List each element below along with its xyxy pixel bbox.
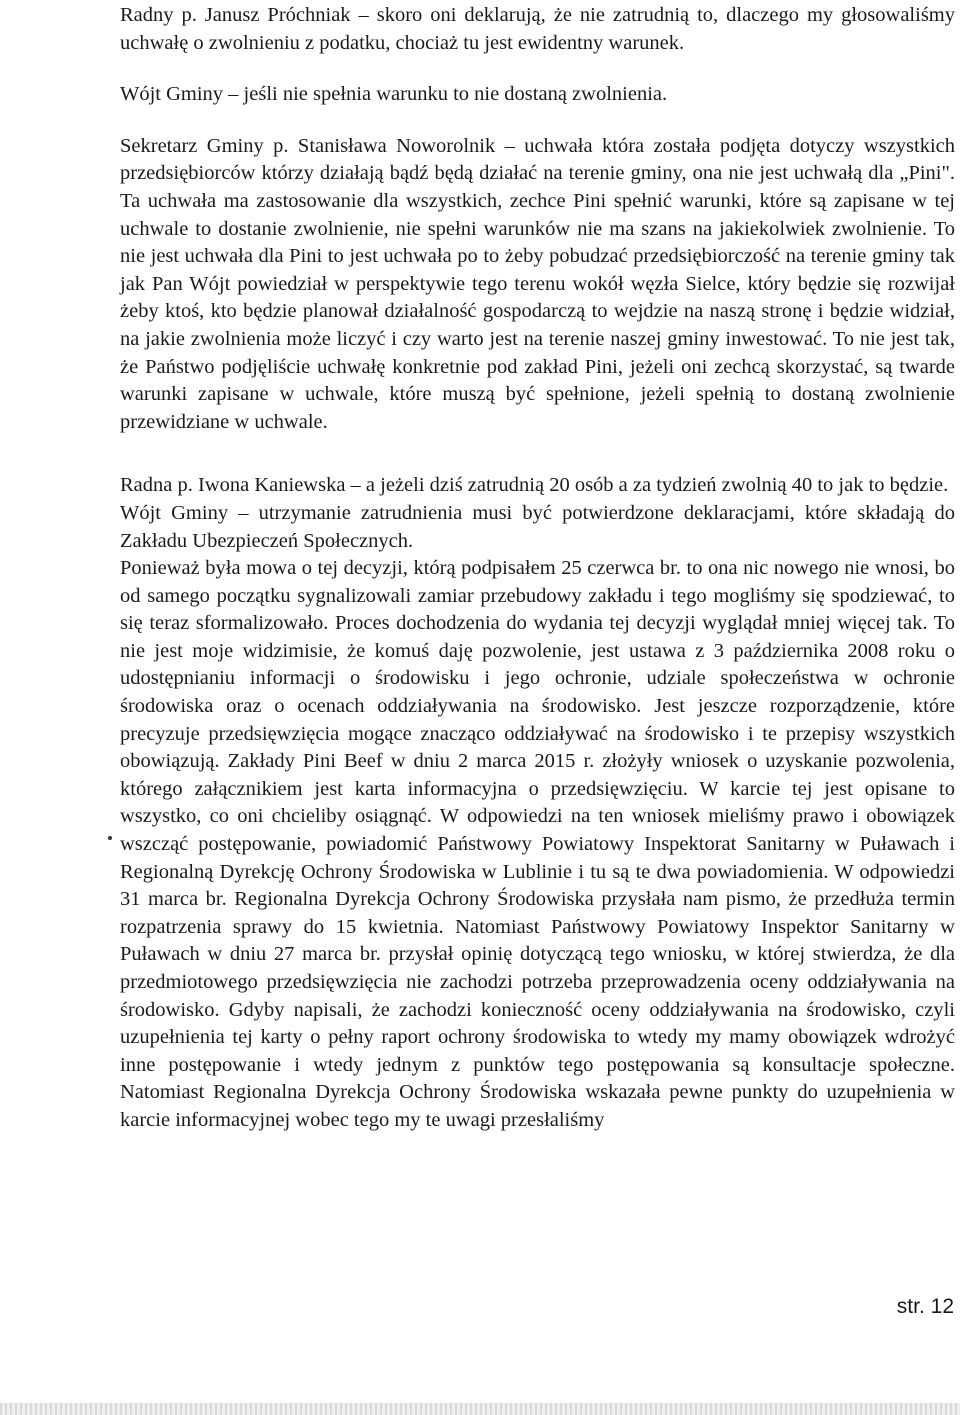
scan-bottom-edge xyxy=(0,1403,960,1415)
scan-dot-mark xyxy=(108,836,112,840)
document-page xyxy=(120,0,955,1135)
paragraph-radna-kaniewska: Radna p. Iwona Kaniewska – a jeżeli dziś zatrudnią 20 osób a za tydzień zwolnią 40 to jak to będzie. xyxy=(120,474,949,497)
paragraph-wojt-response-2: Wójt Gminy – utrzymanie zatrudnienia musi być potwierdzone deklaracjami, które składają do Zakładu Ubezpieczeń Społecznych. xyxy=(120,501,955,552)
paragraph-wojt-response-1: Wójt Gminy – jeśli nie spełnia warunku to nie dostaną zwolnienia. xyxy=(120,83,668,106)
paragraph-wojt-decision: Ponieważ była mowa o tej decyzji, którą podpisałem 25 czerwca br. to ona nic nowego nie wnosi, bo od samego początku sygnalizowali zamiar przebudowy zakładu i tego mogliśmy się spodziewać, to się teraz sformalizowało. Proces dochodzenia do wydania tej decyzji wyglądał mniej więcej tak. To nie jest moje widzimisie, że komuś daję pozwolenie, jest ustawa z 3 października 2008 roku o udostępnianiu informacji o środowisku i jego ochronie, udziale społeczeństwa w ochronie środowiska oraz o ocenach oddziaływania na środowisko. Jest jeszcze rozporządzenie, które precyzuje przedsięwzięcia mogące znacząco oddziaływać na środowisko i te przepisy wszystkich obowiązują. Zakłady Pini Beef w dniu 2 marca 2015 r. złożyły wniosek o uzyskanie pozwolenia, którego załącznikiem jest karta informacyjna o przedsięwzięciu. W karcie tej jest opisane to wszystko, co oni chcieliby osiągnąć. W odpowiedzi na ten wniosek mieliśmy prawo i obowiązek wszcząć postępowanie, powiadomić Państwowy Powiatowy Inspektorat Sanitarny w Puławach i Regionalną Dyrekcję Ochrony Środowiska w Lublinie i tu są te dwa powiadomienia. W odpowiedzi 31 marca br. Regionalna Dyrekcja Ochrony Środowiska przysłała nam pismo, że przedłuża termin rozpatrzenia sprawy do 15 kwietnia. Natomiast Państwowy Powiatowy Inspektor Sanitarny w Puławach w dniu 27 marca br. przysłał opinię dotyczącą tego wniosku, w której stwierdza, że dla przedmiotowego przedsięwzięcia nie zachodzi potrzeba przeprowadzenia oceny oddziaływania na środowisko. Gdyby napisali, że zachodzi konieczność oceny oddziaływania na środowisko, czyli uzupełnienia tej karty o pełny raport ochrony środowiska to wtedy my mamy obowiązek wdrożyć inne postępowanie i wtedy jednym z punktów tego postępowania są konsultacje społeczne. Natomiast Regionalna Dyrekcja Ochrony Środowiska wskazała pewne punkty do uzupełnienia w karcie informacyjnej wobec tego my te uwagi przesłaliśmy xyxy=(120,557,955,1131)
paragraph-sekretarz-noworolnik: Sekretarz Gminy p. Stanisława Noworolnik – uchwała która została podjęta dotyczy wszystkich przedsiębiorców którzy działają bądź będą działać na terenie gminy, ona nie jest uchwałą dla „Pini". Ta uchwała ma zastosowanie dla wszystkich, zechce Pini spełnić warunki, które są zapisane w tej uchwale to dostanie zwolnienie, nie spełni warunków nie ma szans na jakiekolwiek zwolnienie. To nie jest uchwała dla Pini to jest uchwała po to żeby pobudzać przedsiębiorczość na terenie gminy tak jak Pan Wójt powiedział w perspektywie tego terenu wokół węzła Sielce, który będzie się rozwijał żeby ktoś, kto będzie planował działalność gospodarczą to wejdzie na naszą stronę i będzie widział, na jakie zwolnienia może liczyć i czy warto jest na terenie naszej gminy inwestować. To nie jest tak, że Państwo podjęliście uchwałę konkretnie pod zakład Pini, jeżeli oni zechcą skorzystać, są twarde warunki zapisane w uchwale, które muszą być spełnione, jeżeli spełnią to dostaną zwolnienie przewidziane w uchwale. xyxy=(120,134,955,433)
page-number: str. 12 xyxy=(896,1295,954,1318)
paragraph-radny-prochniak: Radny p. Janusz Próchniak – skoro oni deklarują, że nie zatrudnią to, dlaczego my głosowaliśmy uchwałę o zwolnieniu z podatku, chociaż tu jest ewidentny warunek. xyxy=(120,4,955,54)
